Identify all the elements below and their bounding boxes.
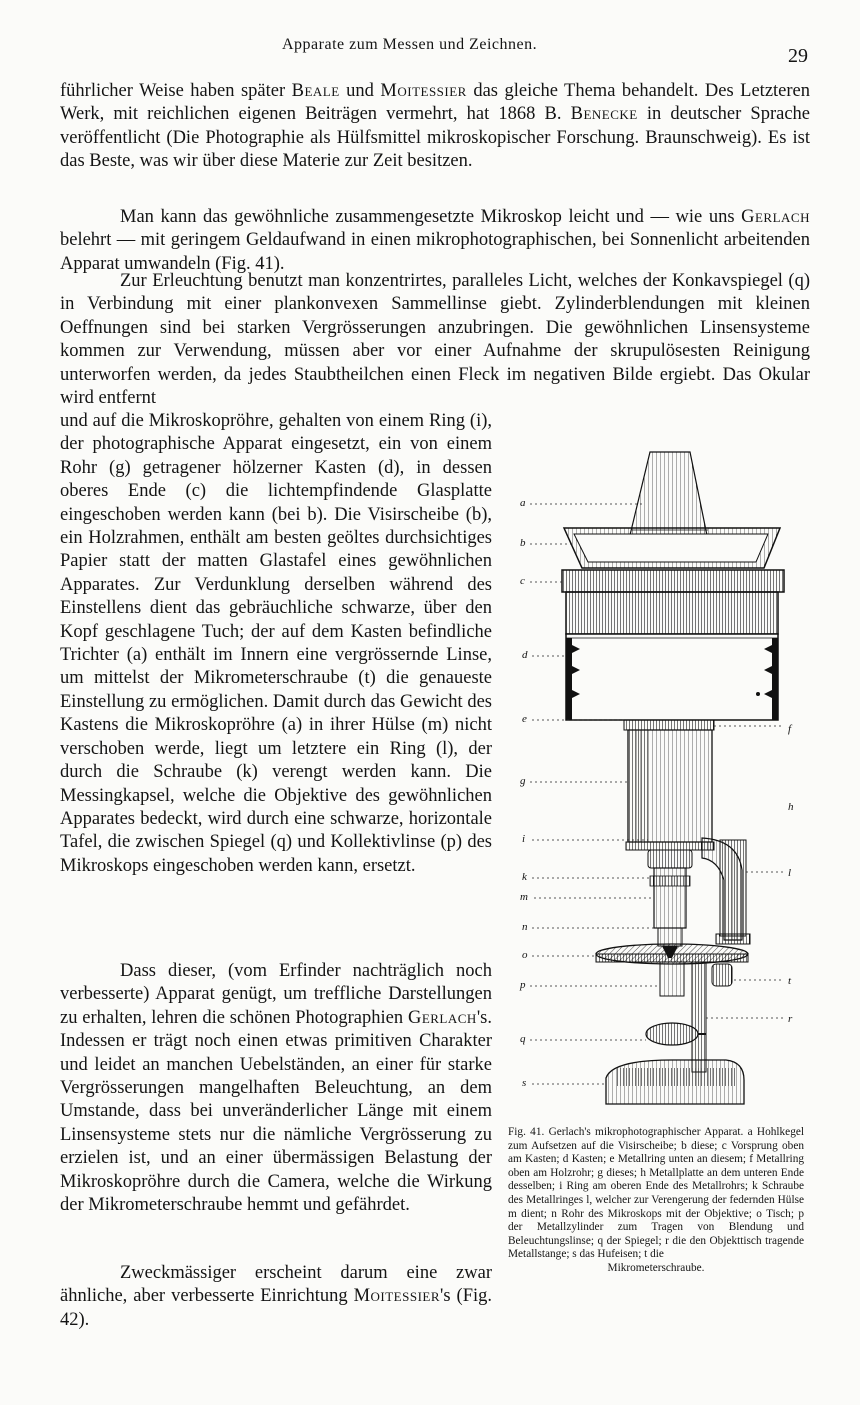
fig-label-q: q: [520, 1033, 526, 1045]
paragraph-4: und auf die Mikroskopröhre, gehalten von einem Ring (i), der photographische Apparat eingesetzt, ein von einem Rohr (g) getragener hölzerner Kasten (d), in dessen oberes Ende (c) die lichtempfindende Glasplatte eingeschoben werden kann (bei b). Die Visirscheibe (b), ein Holzrahmen, enthält am besten geöltes durchsichtiges Papier statt der matten Glastafel eines gewöhnlichen Apparates. Zur Verdunklung derselben während des Einstellens dient das gebräuchliche schwarze, über den Kopf geschlagene Tuch; der auf dem Kasten befindliche Trichter (a) enthält im Innern eine vergrössernde Linse, um mittelst der Mikrometerschraube (t) die genaueste Einstellung zu ermöglichen. Damit durch das Gewicht des Kastens die Mikroskopröhre (a) in ihrer Hülse (m) nicht verschoben werde, liegt um letztere ein Ring (l), der durch die Schraube (k) verengt werden kann. Die Messingkapsel, welche die Objektive des gewöhnlichen Apparates bedeckt, wird durch eine schwarze, horizontale Tafel, die zwischen Spiegel (q) und Kollektivlinse (p) des Mikroskops eingeschoben werden kann, ersetzt.: [60, 411, 492, 876]
fig-label-a: a: [520, 497, 526, 509]
fig-label-m: m: [520, 891, 528, 903]
p2-text-a: Man kann das gewöhnliche zusammengesetzte Mikroskop leicht und — wie uns: [120, 207, 742, 227]
fig-label-f: f: [788, 723, 792, 735]
fig-label-g: g: [520, 775, 526, 787]
p1-text-d: in deutscher Sprache veröffentlicht (Die Photographie als Hülfsmittel mikroskopischer Forschung. Braunschweig). Es ist das Beste, was wir über diese Materie zur Zeit besitzen.: [60, 104, 810, 172]
fig-label-k: k: [522, 871, 527, 883]
paragraph-6: [60, 1262, 492, 1332]
page-number: 29: [788, 45, 808, 67]
fig-label-h: h: [788, 801, 794, 813]
fig-label-b: b: [520, 537, 526, 549]
fig-label-n: n: [522, 921, 528, 933]
p1-text-b: und: [339, 81, 381, 101]
microscope-figure: [512, 440, 812, 1120]
p2-text-b: belehrt — mit geringem Geldaufwand in einen mikrophotographischen, bei Sonnenlicht arbeitenden Apparat umwandeln (Fig. 41).: [60, 230, 810, 274]
fig-label-r: r: [788, 1013, 793, 1025]
fig-label-e: e: [522, 713, 527, 725]
concave-mirror: [646, 1023, 698, 1045]
fig-label-s: s: [522, 1077, 527, 1089]
p1-text-a: führlicher Weise haben später: [60, 81, 292, 101]
name-benecke: Benecke: [570, 104, 638, 125]
p1-text-c: das gleiche Thema behandelt. Des Letzteren Werk, mit reichlichen eigenen Beiträgen vermehrt, hat 1868 B.: [60, 81, 811, 125]
p5-text-a: Dass dieser, (vom Erfinder nachträglich noch verbesserte) Apparat genügt, um treffliche Darstellungen zu erhalten, lehren die schönen Photographien: [60, 961, 492, 1028]
fig-label-d: d: [522, 649, 528, 661]
paragraph-2: [60, 206, 810, 276]
paragraph-1: [60, 80, 810, 174]
name-moitessier: Moitessier: [380, 81, 467, 101]
paragraph-3: Zur Erleuchtung benutzt man konzentrirtes, paralleles Licht, welches der Konkavspiegel (q) in Verbindung mit einer plankonvexen Sammellinse giebt. Zylinderblendungen mit kleinen Oeffnungen sind bei starken Vergrösserungen anzubringen. Die gewöhnlichen Linsensysteme kommen zur Verwendung, müssen aber vor einer Aufnahme der skrupulösesten Reinigung unterworfen werden, da jedes Staubtheilchen einen Fleck im negativen Bilde ergiebt. Das Okular wird entfernt: [60, 271, 810, 409]
p5-text-b: 's. Indessen er trägt noch einen etwas primitiven Charakter und leidet an manchen Uebelständen, an einer für starke Vergrösserungen mangelhaften Beleuchtung, an dem Umstande, dass bei unveränderlicher Länge mit einem Linsensysteme stets nur die nämliche Vergrösserung zu erzielen ist, und an einer übermässigen Belastung der Mikroskopröhre durch die Camera, welche die Wirkung der Mikrometerschraube hemmt und gefährdet.: [60, 1007, 492, 1216]
name-gerlach-2: Gerlach: [407, 1007, 477, 1028]
name-moitessier-2: Moitessier: [353, 1286, 441, 1307]
fig-label-l: l: [788, 867, 792, 879]
fig-label-i: i: [522, 833, 526, 845]
camera-box: [566, 592, 778, 634]
p6-text-b: 's (Fig. 42).: [60, 1286, 493, 1330]
box-rim: [562, 570, 784, 592]
running-title: Apparate zum Messen und Zeichnen.: [282, 36, 538, 53]
p6-text-a: Zweckmässiger erscheint darum eine zwar ähnliche, aber verbesserte Einrichtung: [60, 1263, 492, 1307]
fig-label-p: p: [520, 979, 526, 991]
fig-label-t: t: [788, 975, 792, 987]
name-gerlach: Gerlach: [741, 207, 810, 227]
fig-label-o: o: [522, 949, 528, 961]
paragraph-5: [60, 960, 492, 1217]
caption-last-line: Mikrometerschraube.: [607, 1261, 705, 1274]
caption-text: Fig. 41. Gerlach's mikrophotographischer Apparat. a Hohlkegel zum Aufsetzen auf die Visirscheibe; b diese; c Vorsprung oben am Kasten; d Kasten; e Metallring unten an diesem; f Metallring oben am Holzrohr; g dieses; h Metallplatte an dem unteren Ende desselben; i Ring am oberen Ende des Metallrohrs; k Schraube des Metallringes l, welcher zur Verengerung der federnden Hülse m dient; n Rohr des Mikroskops mit der Objektive; o Tisch; p der Metallzylinder zum Tragen von Blendung und Beleuchtungslinse; q der Spiegel; r die den Objekttisch tragende Metallstange; s das Hufeisen; t die: [508, 1126, 804, 1261]
figure-caption: [508, 1126, 804, 1276]
name-beale: Beale: [291, 81, 340, 101]
fig-label-c: c: [520, 575, 525, 587]
